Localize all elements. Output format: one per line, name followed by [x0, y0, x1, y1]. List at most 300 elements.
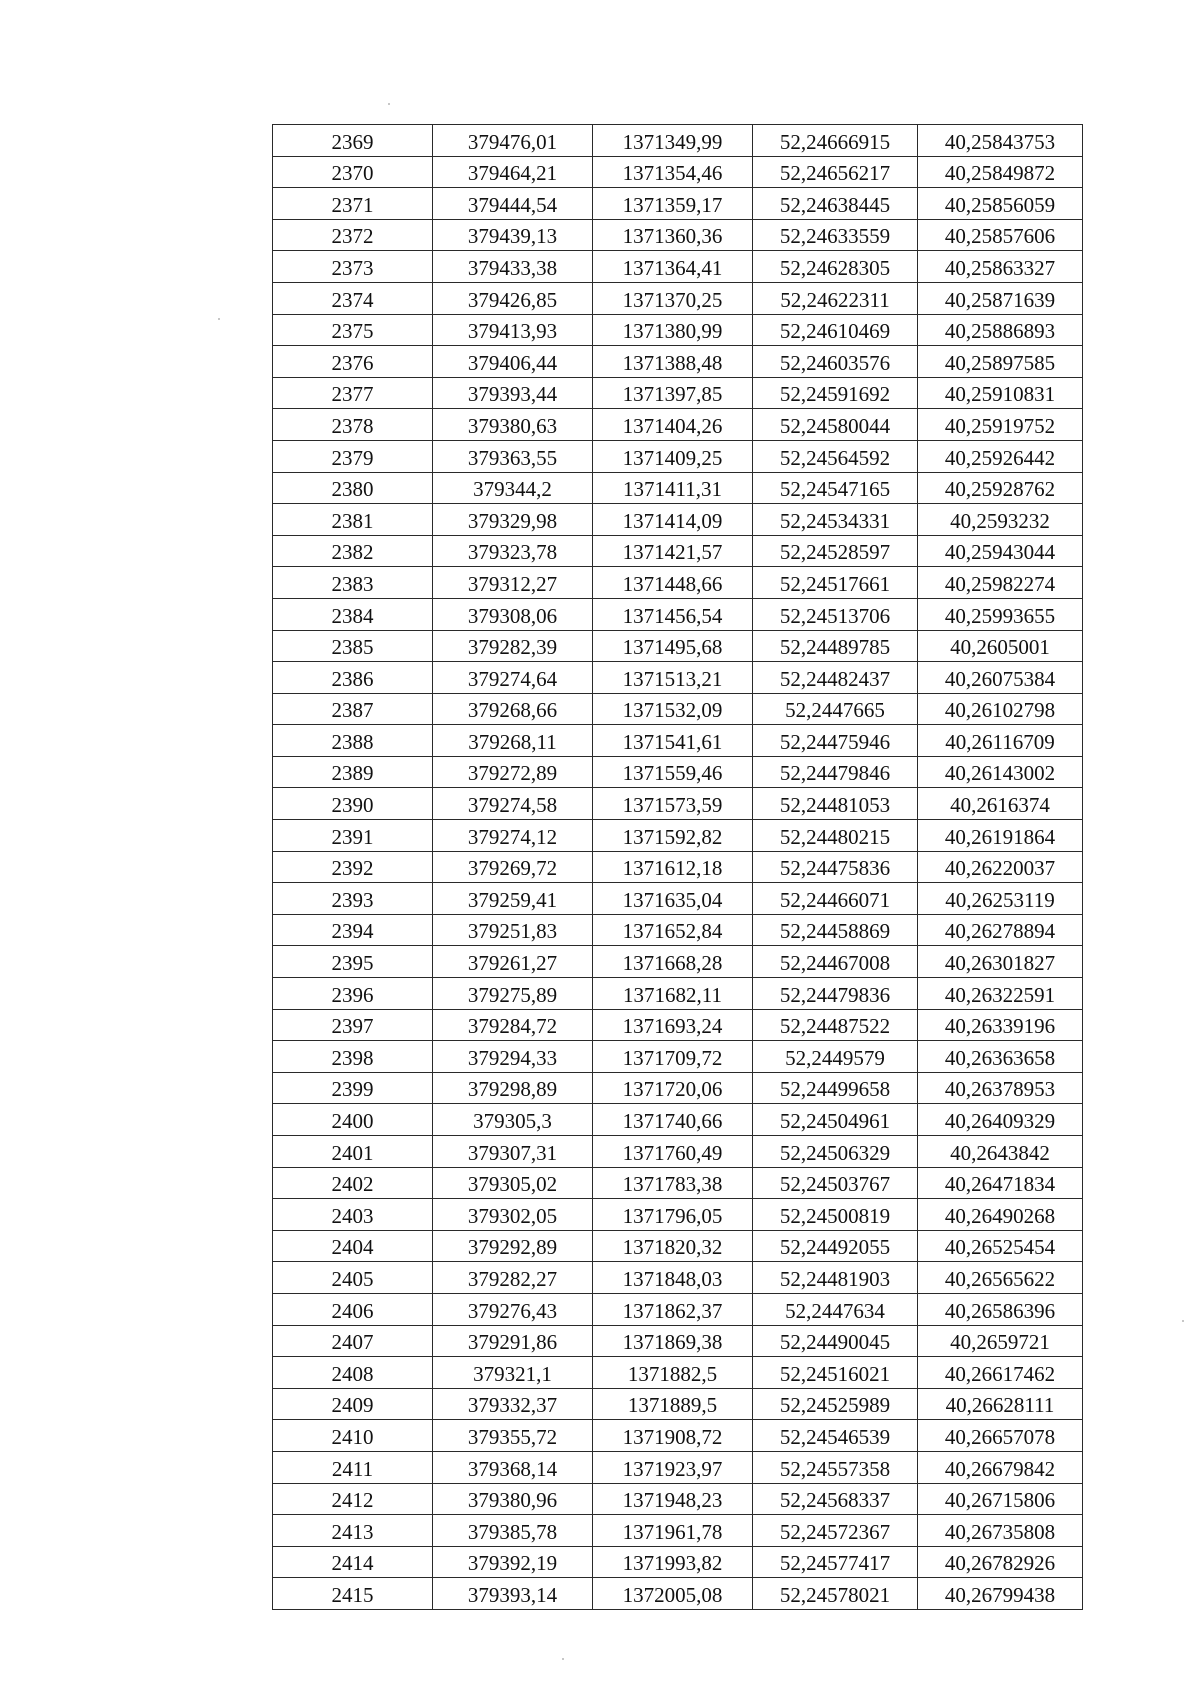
- latitude-cell: [753, 1483, 918, 1515]
- y-coordinate-cell: [593, 1072, 753, 1104]
- y-coordinate-cell: [593, 1104, 753, 1136]
- y-coordinate-cell: [593, 472, 753, 504]
- x-coordinate-cell: [433, 1104, 593, 1136]
- cell-text: 1371760,49: [622, 1140, 723, 1165]
- latitude-cell: [753, 914, 918, 946]
- cell-text: 379284,72: [467, 1014, 558, 1039]
- x-coordinate-cell: [433, 1009, 593, 1041]
- cell-text: 2389: [331, 761, 374, 786]
- cell-text: 40,25849872: [944, 161, 1056, 186]
- cell-text: 379282,27: [467, 1266, 558, 1291]
- cell-text: 379321,1: [473, 1361, 552, 1386]
- latitude-cell: [753, 504, 918, 536]
- latitude-cell: [753, 630, 918, 662]
- table-row: [273, 820, 1083, 852]
- cell-text: 379274,64: [467, 666, 558, 691]
- point-number-cell: [273, 440, 433, 472]
- table-row: [273, 1483, 1083, 1515]
- latitude-cell: [753, 1451, 918, 1483]
- cell-text: 1371948,23: [622, 1488, 723, 1513]
- longitude-cell: [918, 1451, 1083, 1483]
- cell-text: 52,24547165: [779, 477, 891, 502]
- point-number-cell: [273, 1325, 433, 1357]
- cell-text: 40,26143002: [944, 761, 1056, 786]
- cell-text: 40,26116709: [945, 729, 1055, 754]
- longitude-cell: [918, 725, 1083, 757]
- cell-text: 2401: [331, 1140, 374, 1165]
- y-coordinate-cell: [593, 914, 753, 946]
- cell-text: 379413,93: [467, 319, 558, 344]
- cell-text: 2405: [331, 1266, 374, 1291]
- cell-text: 2390: [331, 793, 374, 818]
- cell-text: 52,24482437: [779, 666, 891, 691]
- longitude-cell: [918, 978, 1083, 1010]
- cell-text: 52,24475946: [779, 729, 891, 754]
- cell-text: 2379: [331, 445, 374, 470]
- table-row: [273, 125, 1083, 157]
- cell-text: 52,24610469: [779, 319, 891, 344]
- cell-text: 1371456,54: [622, 603, 723, 628]
- point-number-cell: [273, 978, 433, 1010]
- cell-text: 1371541,61: [622, 729, 723, 754]
- x-coordinate-cell: [433, 1136, 593, 1168]
- x-coordinate-cell: [433, 1199, 593, 1231]
- cell-text: 379291,86: [467, 1330, 558, 1355]
- cell-text: 1371397,85: [622, 382, 723, 407]
- y-coordinate-cell: [593, 567, 753, 599]
- cell-text: 52,24638445: [779, 192, 891, 217]
- cell-text: 2412: [331, 1488, 374, 1513]
- y-coordinate-cell: [593, 1230, 753, 1262]
- longitude-cell: [918, 156, 1083, 188]
- cell-text: 52,24479836: [779, 982, 891, 1007]
- longitude-cell: [918, 1483, 1083, 1515]
- table-row: [273, 314, 1083, 346]
- cell-text: 1371709,72: [622, 1045, 723, 1070]
- cell-text: 379292,89: [467, 1235, 558, 1260]
- point-number-cell: [273, 1230, 433, 1262]
- scan-speck: [218, 318, 220, 320]
- cell-text: 2394: [331, 919, 374, 944]
- x-coordinate-cell: [433, 598, 593, 630]
- x-coordinate-cell: [433, 693, 593, 725]
- cell-text: 52,24622311: [780, 287, 890, 312]
- cell-text: 40,26735808: [944, 1519, 1056, 1544]
- cell-text: 1371668,28: [622, 951, 723, 976]
- cell-text: 1371961,78: [622, 1519, 723, 1544]
- cell-text: 379294,33: [467, 1045, 558, 1070]
- latitude-cell: [753, 978, 918, 1010]
- x-coordinate-cell: [433, 1451, 593, 1483]
- latitude-cell: [753, 1167, 918, 1199]
- latitude-cell: [753, 472, 918, 504]
- cell-text: 2406: [331, 1298, 374, 1323]
- point-number-cell: [273, 1388, 433, 1420]
- latitude-cell: [753, 1199, 918, 1231]
- cell-text: 52,24475836: [779, 856, 891, 881]
- longitude-cell: [918, 1136, 1083, 1168]
- cell-text: 2415: [331, 1582, 374, 1607]
- point-number-cell: [273, 1072, 433, 1104]
- latitude-cell: [753, 693, 918, 725]
- x-coordinate-cell: [433, 535, 593, 567]
- latitude-cell: [753, 1325, 918, 1357]
- longitude-cell: [918, 1230, 1083, 1262]
- latitude-cell: [753, 598, 918, 630]
- cell-text: 1371380,99: [622, 319, 723, 344]
- longitude-cell: [918, 1515, 1083, 1547]
- cell-text: 40,25857606: [944, 224, 1056, 249]
- cell-text: 379276,43: [467, 1298, 558, 1323]
- y-coordinate-cell: [593, 1420, 753, 1452]
- y-coordinate-cell: [593, 440, 753, 472]
- y-coordinate-cell: [593, 725, 753, 757]
- latitude-cell: [753, 820, 918, 852]
- cell-text: 2370: [331, 161, 374, 186]
- cell-text: 52,24564592: [779, 445, 891, 470]
- cell-text: 379380,63: [467, 413, 558, 438]
- cell-text: 40,25886893: [944, 319, 1056, 344]
- latitude-cell: [753, 156, 918, 188]
- table-row: [273, 946, 1083, 978]
- cell-text: 52,24480215: [779, 824, 891, 849]
- cell-text: 52,24656217: [779, 161, 891, 186]
- cell-text: 40,26471834: [944, 1172, 1056, 1197]
- table-row: [273, 188, 1083, 220]
- cell-text: 52,24578021: [779, 1582, 891, 1607]
- table-row: [273, 1072, 1083, 1104]
- cell-text: 2397: [331, 1014, 374, 1039]
- latitude-cell: [753, 125, 918, 157]
- scan-speck: [388, 103, 390, 105]
- cell-text: 52,24466071: [779, 887, 891, 912]
- longitude-cell: [918, 883, 1083, 915]
- longitude-cell: [918, 1262, 1083, 1294]
- longitude-cell: [918, 820, 1083, 852]
- point-number-cell: [273, 409, 433, 441]
- x-coordinate-cell: [433, 1420, 593, 1452]
- cell-text: 40,25910831: [944, 382, 1056, 407]
- point-number-cell: [273, 1293, 433, 1325]
- latitude-cell: [753, 314, 918, 346]
- table-row: [273, 630, 1083, 662]
- cell-text: 52,24517661: [779, 571, 891, 596]
- cell-text: 1371848,03: [622, 1266, 723, 1291]
- y-coordinate-cell: [593, 282, 753, 314]
- cell-text: 2383: [331, 571, 374, 596]
- longitude-cell: [918, 440, 1083, 472]
- latitude-cell: [753, 409, 918, 441]
- cell-text: 2387: [331, 698, 374, 723]
- y-coordinate-cell: [593, 346, 753, 378]
- y-coordinate-cell: [593, 1041, 753, 1073]
- cell-text: 2411: [331, 1456, 374, 1481]
- longitude-cell: [918, 1104, 1083, 1136]
- x-coordinate-cell: [433, 1167, 593, 1199]
- latitude-cell: [753, 1546, 918, 1578]
- latitude-cell: [753, 440, 918, 472]
- cell-text: 52,24500819: [779, 1203, 891, 1228]
- cell-text: 379305,02: [467, 1172, 558, 1197]
- cell-text: 40,26301827: [944, 951, 1056, 976]
- point-number-cell: [273, 377, 433, 409]
- cell-text: 1371592,82: [622, 824, 723, 849]
- latitude-cell: [753, 346, 918, 378]
- cell-text: 379302,05: [467, 1203, 558, 1228]
- y-coordinate-cell: [593, 1388, 753, 1420]
- cell-text: 2398: [331, 1045, 374, 1070]
- x-coordinate-cell: [433, 1483, 593, 1515]
- longitude-cell: [918, 188, 1083, 220]
- cell-text: 52,2447634: [785, 1298, 885, 1323]
- cell-text: 379307,31: [467, 1140, 558, 1165]
- cell-text: 52,24489785: [779, 635, 891, 660]
- longitude-cell: [918, 756, 1083, 788]
- point-number-cell: [273, 1451, 433, 1483]
- cell-text: 52,24479846: [779, 761, 891, 786]
- y-coordinate-cell: [593, 504, 753, 536]
- table-row: [273, 756, 1083, 788]
- y-coordinate-cell: [593, 788, 753, 820]
- y-coordinate-cell: [593, 946, 753, 978]
- cell-text: 2407: [331, 1330, 374, 1355]
- longitude-cell: [918, 125, 1083, 157]
- x-coordinate-cell: [433, 219, 593, 251]
- cell-text: 1371495,68: [622, 635, 723, 660]
- cell-text: 1371783,38: [622, 1172, 723, 1197]
- cell-text: 2380: [331, 477, 374, 502]
- cell-text: 1371682,11: [623, 982, 722, 1007]
- cell-text: 52,24513706: [779, 603, 891, 628]
- x-coordinate-cell: [433, 504, 593, 536]
- point-number-cell: [273, 598, 433, 630]
- y-coordinate-cell: [593, 219, 753, 251]
- table-row: [273, 598, 1083, 630]
- y-coordinate-cell: [593, 851, 753, 883]
- longitude-cell: [918, 662, 1083, 694]
- cell-text: 52,24458869: [779, 919, 891, 944]
- cell-text: 2376: [331, 350, 374, 375]
- longitude-cell: [918, 851, 1083, 883]
- latitude-cell: [753, 1009, 918, 1041]
- cell-text: 40,26525454: [944, 1235, 1056, 1260]
- cell-text: 1371513,21: [622, 666, 723, 691]
- cell-text: 40,26075384: [944, 666, 1056, 691]
- latitude-cell: [753, 535, 918, 567]
- cell-text: 40,26363658: [944, 1045, 1056, 1070]
- cell-text: 1371652,84: [622, 919, 723, 944]
- table-row: [273, 156, 1083, 188]
- cell-text: 379392,19: [467, 1551, 558, 1576]
- x-coordinate-cell: [433, 1515, 593, 1547]
- cell-text: 40,26679842: [944, 1456, 1056, 1481]
- cell-text: 52,24568337: [779, 1488, 891, 1513]
- longitude-cell: [918, 409, 1083, 441]
- cell-text: 2395: [331, 951, 374, 976]
- table-row: [273, 662, 1083, 694]
- table-row: [273, 1578, 1083, 1610]
- x-coordinate-cell: [433, 1325, 593, 1357]
- latitude-cell: [753, 725, 918, 757]
- point-number-cell: [273, 282, 433, 314]
- cell-text: 379363,55: [467, 445, 558, 470]
- cell-text: 1371354,46: [622, 161, 723, 186]
- cell-text: 40,2643842: [950, 1140, 1050, 1165]
- cell-text: 40,26322591: [944, 982, 1056, 1007]
- cell-text: 379269,72: [467, 856, 558, 881]
- y-coordinate-cell: [593, 377, 753, 409]
- cell-text: 40,25856059: [944, 192, 1056, 217]
- latitude-cell: [753, 1357, 918, 1389]
- point-number-cell: [273, 914, 433, 946]
- cell-text: 52,24534331: [779, 508, 891, 533]
- x-coordinate-cell: [433, 125, 593, 157]
- point-number-cell: [273, 630, 433, 662]
- y-coordinate-cell: [593, 1009, 753, 1041]
- cell-text: 40,25943044: [944, 540, 1056, 565]
- y-coordinate-cell: [593, 1325, 753, 1357]
- cell-text: 1371404,26: [622, 413, 723, 438]
- cell-text: 40,2605001: [950, 635, 1050, 660]
- longitude-cell: [918, 251, 1083, 283]
- longitude-cell: [918, 914, 1083, 946]
- cell-text: 379268,66: [467, 698, 558, 723]
- point-number-cell: [273, 851, 433, 883]
- x-coordinate-cell: [433, 1388, 593, 1420]
- longitude-cell: [918, 346, 1083, 378]
- cell-text: 379433,38: [467, 255, 558, 280]
- y-coordinate-cell: [593, 409, 753, 441]
- latitude-cell: [753, 1230, 918, 1262]
- x-coordinate-cell: [433, 346, 593, 378]
- point-number-cell: [273, 346, 433, 378]
- longitude-cell: [918, 1325, 1083, 1357]
- y-coordinate-cell: [593, 598, 753, 630]
- cell-text: 2408: [331, 1361, 374, 1386]
- cell-text: 2391: [331, 824, 374, 849]
- longitude-cell: [918, 1357, 1083, 1389]
- cell-text: 40,26278894: [944, 919, 1056, 944]
- cell-text: 40,26102798: [944, 698, 1056, 723]
- cell-text: 1371411,31: [623, 477, 722, 502]
- cell-text: 40,2616374: [950, 793, 1050, 818]
- cell-text: 52,24492055: [779, 1235, 891, 1260]
- cell-text: 1371993,82: [622, 1551, 723, 1576]
- cell-text: 52,24481053: [779, 793, 891, 818]
- cell-text: 2375: [331, 319, 374, 344]
- longitude-cell: [918, 504, 1083, 536]
- x-coordinate-cell: [433, 251, 593, 283]
- longitude-cell: [918, 472, 1083, 504]
- y-coordinate-cell: [593, 1515, 753, 1547]
- cell-text: 379380,96: [467, 1488, 558, 1513]
- cell-text: 379323,78: [467, 540, 558, 565]
- table-row: [273, 788, 1083, 820]
- longitude-cell: [918, 282, 1083, 314]
- cell-text: 40,25928762: [944, 477, 1056, 502]
- point-number-cell: [273, 1041, 433, 1073]
- cell-text: 52,2447665: [785, 698, 885, 723]
- x-coordinate-cell: [433, 662, 593, 694]
- scan-speck: [1182, 1320, 1184, 1322]
- y-coordinate-cell: [593, 1167, 753, 1199]
- cell-text: 52,24525989: [779, 1393, 891, 1418]
- latitude-cell: [753, 188, 918, 220]
- latitude-cell: [753, 1515, 918, 1547]
- x-coordinate-cell: [433, 851, 593, 883]
- point-number-cell: [273, 788, 433, 820]
- cell-text: 379406,44: [467, 350, 558, 375]
- table-row: [273, 440, 1083, 472]
- longitude-cell: [918, 693, 1083, 725]
- table-row: [273, 693, 1083, 725]
- table-row: [273, 1230, 1083, 1262]
- x-coordinate-cell: [433, 1293, 593, 1325]
- x-coordinate-cell: [433, 314, 593, 346]
- latitude-cell: [753, 567, 918, 599]
- longitude-cell: [918, 946, 1083, 978]
- x-coordinate-cell: [433, 725, 593, 757]
- point-number-cell: [273, 820, 433, 852]
- table-row: [273, 883, 1083, 915]
- table-row: [273, 346, 1083, 378]
- table-row: [273, 1262, 1083, 1294]
- cell-text: 52,24506329: [779, 1140, 891, 1165]
- x-coordinate-cell: [433, 883, 593, 915]
- y-coordinate-cell: [593, 1578, 753, 1610]
- cell-text: 379251,83: [467, 919, 558, 944]
- cell-text: 2399: [331, 1077, 374, 1102]
- latitude-cell: [753, 377, 918, 409]
- cell-text: 379464,21: [467, 161, 558, 186]
- table-row: [273, 1420, 1083, 1452]
- y-coordinate-cell: [593, 630, 753, 662]
- cell-text: 379444,54: [467, 192, 558, 217]
- cell-text: 52,24633559: [779, 224, 891, 249]
- cell-text: 40,26799438: [944, 1582, 1056, 1607]
- point-number-cell: [273, 535, 433, 567]
- y-coordinate-cell: [593, 188, 753, 220]
- cell-text: 1371414,09: [622, 508, 723, 533]
- table-row: [273, 472, 1083, 504]
- cell-text: 379355,72: [467, 1424, 558, 1449]
- latitude-cell: [753, 1388, 918, 1420]
- cell-text: 1371559,46: [622, 761, 723, 786]
- point-number-cell: [273, 1199, 433, 1231]
- cell-text: 40,26628111: [945, 1393, 1055, 1418]
- y-coordinate-cell: [593, 1136, 753, 1168]
- cell-text: 52,24504961: [779, 1109, 891, 1133]
- cell-text: 1371635,04: [622, 887, 723, 912]
- x-coordinate-cell: [433, 756, 593, 788]
- cell-text: 1371360,36: [622, 224, 723, 249]
- y-coordinate-cell: [593, 756, 753, 788]
- y-coordinate-cell: [593, 662, 753, 694]
- table-row: [273, 1357, 1083, 1389]
- cell-text: 379439,13: [467, 224, 558, 249]
- cell-text: 1371349,99: [622, 129, 723, 154]
- x-coordinate-cell: [433, 630, 593, 662]
- cell-text: 40,2593232: [950, 508, 1050, 533]
- cell-text: 379312,27: [467, 571, 558, 596]
- cell-text: 2388: [331, 729, 374, 754]
- cell-text: 1371820,32: [622, 1235, 723, 1260]
- latitude-cell: [753, 1420, 918, 1452]
- x-coordinate-cell: [433, 1230, 593, 1262]
- x-coordinate-cell: [433, 1072, 593, 1104]
- cell-text: 1371448,66: [622, 571, 723, 596]
- point-number-cell: [273, 725, 433, 757]
